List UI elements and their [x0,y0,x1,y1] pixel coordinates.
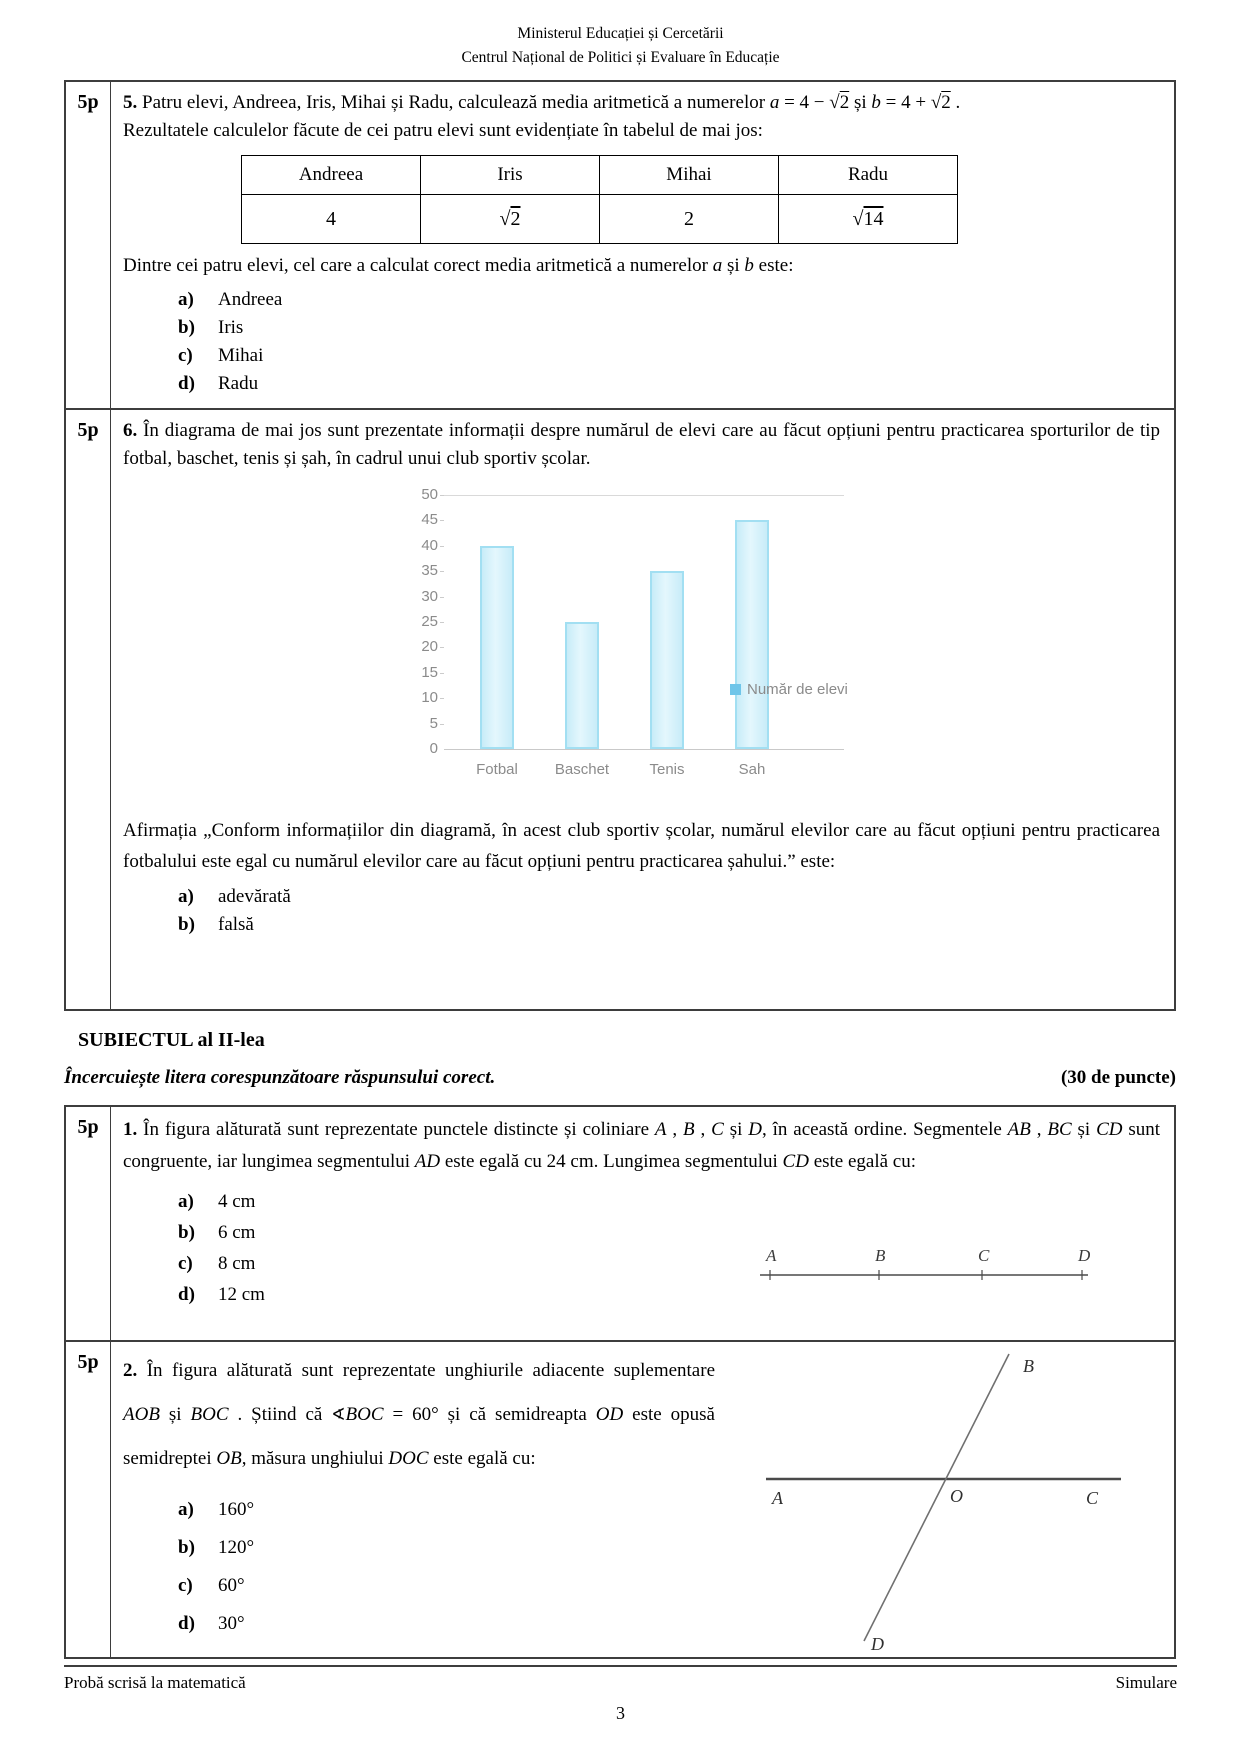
conj-si: și [853,92,867,114]
x-axis-line [444,749,844,750]
q2-p5: , măsura unghiului [241,1448,384,1470]
eq-a: = 4 − [784,92,825,114]
var-b: b [871,92,881,114]
q6-option-a: a) adevărată [178,886,291,908]
fig2-label-C: C [1086,1488,1099,1509]
var-A: A [654,1119,667,1141]
sqrt-2-a: √ 2 [829,92,849,113]
y-axis-tick-mark [440,622,444,623]
q1-c3: , [1036,1119,1042,1141]
fig2-label-D: D [871,1634,884,1655]
question-5-row [65,81,1175,409]
results-table-value-row [242,195,958,244]
category-label: Baschet [554,761,610,779]
question-II1-text [123,1114,1160,1178]
var-AOB: AOB [123,1404,160,1426]
var-b2: b [744,255,754,277]
y-axis-tick-mark [440,647,444,648]
question-6-points: 5p [65,409,111,1010]
var-DOC: DOC [388,1448,429,1470]
collinear-points-figure [750,1245,1090,1289]
subject2-instruction-row [64,1067,1176,1089]
y-axis-tick-label: 45 [421,511,438,529]
q6-text: În diagrama de mai jos sunt prezentate informații despre numărul de elevi care au făcut opțiuni pentru practicarea sporturilor de tip fotbal, baschet, tenis și șah, în cadrul unui club sportiv școlar. [123,420,1161,470]
question-II2-text [123,1349,715,1481]
qII1-option-a: a) 4 cm [178,1191,256,1213]
legend-marker [730,684,741,695]
question-II1-row [65,1106,1175,1341]
result-iris: √ 2 [421,195,600,244]
footer-right: Simulare [1115,1673,1177,1693]
question-II2-points: 5p [65,1341,111,1658]
qII1-option-d: d) 12 cm [178,1284,265,1306]
qII1-option-b: b) 6 cm [178,1222,256,1244]
fig2-label-B: B [1023,1356,1034,1377]
y-axis-tick-label: 5 [429,714,438,732]
results-table [241,155,958,244]
category-label: Fotbal [476,761,518,779]
angle-symbol: ∢ [331,1405,346,1426]
y-axis-tick-label: 20 [421,638,438,656]
qII2-option-b: b) 120° [178,1537,255,1559]
q5-prompt-este: este: [758,255,794,277]
q1-si2: și [1077,1119,1091,1141]
legend-label: Număr de elevi [747,681,848,699]
subject1-questions-table [64,80,1176,1011]
q1-p5: este egală cu: [813,1151,917,1173]
var-a: a [769,92,780,114]
q2-p6: este egală cu: [433,1448,536,1470]
q5-option-d: d) Radu [178,373,259,395]
var-CD2: CD [782,1151,809,1173]
category-label: Sah [738,761,766,779]
bar-baschet [565,622,599,749]
result-andreea: 4 [242,195,421,244]
q2-p4: este opusă semidreptei [123,1404,715,1470]
end-dot: . [955,92,961,114]
page-footer [64,1665,1177,1693]
q1-c2: , [700,1119,706,1141]
q5-prompt-text: Dintre cei patru elevi, cel care a calculat corect media aritmetică a numerelor [123,255,708,277]
question-II2-number: 2. [123,1360,138,1382]
q1-p3: sunt congruente, iar lungimea segmentului [123,1119,1161,1173]
question-5-text-line1 [123,89,1160,117]
q2-p1: În figura alăturată sunt reprezentate unghiurile adiacente suplementare [146,1360,716,1382]
fig1-label-D: D [1078,1246,1090,1266]
eq-b: = 4 + [885,92,927,114]
results-header-radu: Radu [779,156,958,195]
question-5-prompt [123,252,1160,280]
gridline-top [444,495,844,496]
fig2-label-O: O [950,1486,963,1507]
question-II2-row [65,1341,1175,1658]
page-header [0,0,1241,70]
y-axis-tick-mark [440,546,444,547]
var-D: D [748,1119,762,1141]
page-number: 3 [616,1703,625,1724]
question-6-statement: Afirmația „Conform informațiilor din diagramă, în acest club sportiv școlar, numărul elevilor care au făcut opțiuni pentru practicarea fotbalului este egal cu numărul elevilor care au făcut opțiuni pentru practicarea șahului.” este: [123,820,1160,873]
y-axis-tick-label: 0 [429,740,438,758]
var-B: B [683,1119,695,1141]
var-BOC2: BOC [345,1404,384,1426]
y-axis-tick-label: 30 [421,587,438,605]
y-axis-tick-mark [440,520,444,521]
question-6-text [123,417,1160,473]
category-label: Tenis [649,761,685,779]
results-header-mihai: Mihai [600,156,779,195]
question-6-number: 6. [123,420,138,442]
q6-option-b: b) falsă [178,914,254,936]
q5-option-a: a) Andreea [178,289,283,311]
y-axis-tick-mark [440,673,444,674]
q5-prompt-si: și [726,255,740,277]
fig2-line-BD [864,1354,1009,1641]
qII2-option-c: c) 60° [178,1575,245,1597]
question-6-row [65,409,1175,1010]
bar-sah [735,520,769,749]
question-5-points: 5p [65,81,111,409]
q1-c1: , [672,1119,678,1141]
qII2-option-a: a) 160° [178,1499,255,1521]
y-axis-tick-mark [440,698,444,699]
question-II1-number: 1. [123,1119,138,1141]
subject2-instruction: Încercuiește litera corespunzătoare răspunsului corect. [64,1067,496,1089]
y-axis-tick-mark [440,571,444,572]
bar-tenis [650,571,684,749]
var-CD: CD [1096,1119,1123,1141]
q2-eq-60: = 60° [392,1404,439,1426]
q2-p2: . Știind că [237,1404,323,1426]
fig1-label-A: A [766,1246,777,1266]
q2-si1: și [168,1404,182,1426]
qII1-option-c: c) 8 cm [178,1253,256,1275]
y-axis-tick-mark [440,597,444,598]
var-OD: OD [595,1404,624,1426]
q1-p1: În figura alăturată sunt reprezentate punctele distincte și coliniare [143,1119,650,1141]
question-5-intro: Patru elevi, Andreea, Iris, Mihai și Radu, calculează media aritmetică a numerelor [142,92,766,114]
var-BC: BC [1047,1119,1072,1141]
bar-chart [410,487,890,787]
var-AB: AB [1007,1119,1031,1141]
y-axis-tick-mark [440,724,444,725]
y-axis-tick-label: 15 [421,663,438,681]
subject2-points: (30 de puncte) [1060,1067,1176,1089]
header-line-2: Centrul Național de Politici și Evaluare în Educație [461,49,780,67]
y-axis-tick-label: 40 [421,536,438,554]
angles-figure [740,1346,1170,1656]
var-AD: AD [414,1151,441,1173]
var-OB: OB [216,1448,242,1470]
subject2-title: SUBIECTUL al II-lea [78,1029,265,1052]
fig1-label-C: C [978,1246,990,1266]
question-II1-points: 5p [65,1106,111,1341]
fig1-label-B: B [875,1246,886,1266]
var-C: C [711,1119,724,1141]
q5-option-b: b) Iris [178,317,244,339]
question-5-number: 5. [123,92,138,114]
results-header-iris: Iris [421,156,600,195]
y-axis-tick-label: 25 [421,613,438,631]
y-axis-tick-label: 35 [421,562,438,580]
qII2-option-d: d) 30° [178,1613,245,1635]
legend [730,681,848,698]
question-5-text-line2: Rezultatele calculelor făcute de cei patru elevi sunt evidențiate în tabelul de mai jos: [123,120,763,142]
result-mihai: 2 [600,195,779,244]
var-BOC: BOC [190,1404,229,1426]
bar-fotbal [480,546,514,749]
q5-option-c: c) Mihai [178,345,264,367]
sqrt-2-b: √ 2 [931,92,951,113]
q1-p4: este egală cu 24 cm. Lungimea segmentului [444,1151,778,1173]
q1-si1: și [729,1119,743,1141]
y-axis-tick-label: 50 [421,486,438,504]
results-table-header-row [242,156,958,195]
fig2-label-A: A [772,1488,783,1509]
footer-left: Probă scrisă la matematică [64,1673,246,1693]
q1-p2: , în această ordine. Segmentele [762,1119,1002,1141]
header-line-1: Ministerul Educației și Cercetării [517,25,724,42]
var-a2: a [712,255,723,277]
q2-p3: și că semidreapta [447,1404,587,1426]
results-header-andreea: Andreea [242,156,421,195]
result-radu: √ 14 [779,195,958,244]
subject2-questions-table [64,1105,1176,1659]
y-axis-tick-label: 10 [421,689,438,707]
